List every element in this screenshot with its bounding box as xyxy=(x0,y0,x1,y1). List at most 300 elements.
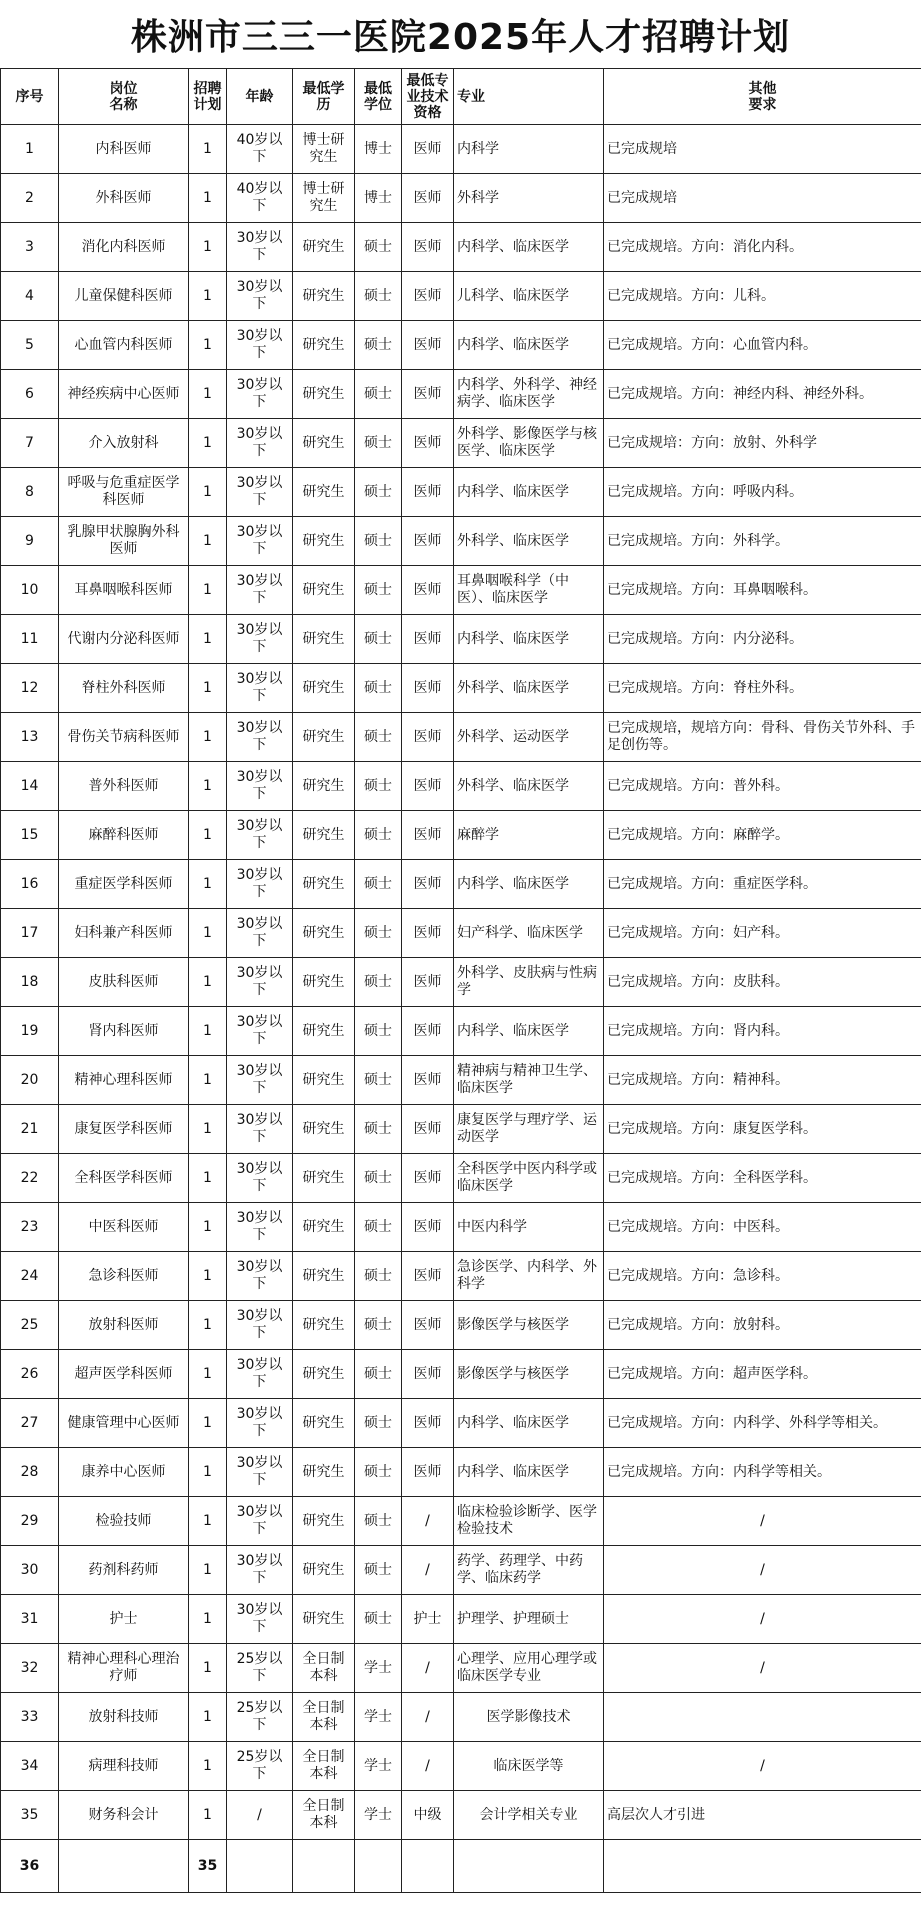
cell-seq: 18 xyxy=(1,958,59,1007)
cell-plan: 1 xyxy=(189,1791,227,1840)
cell-qual: 医师 xyxy=(402,125,454,174)
cell-seq: 29 xyxy=(1,1497,59,1546)
cell-qual: 中级 xyxy=(402,1791,454,1840)
cell-edu: 研究生 xyxy=(293,1350,355,1399)
cell-position: 病理科技师 xyxy=(59,1742,189,1791)
table-row xyxy=(1,419,921,468)
cell-plan: 1 xyxy=(189,1203,227,1252)
cell-other: / xyxy=(604,1644,921,1693)
cell-other: 已完成规培。方向：皮肤科。 xyxy=(604,958,921,1007)
cell-age: 30岁以下 xyxy=(227,811,293,860)
cell-seq: 14 xyxy=(1,762,59,811)
cell-position: 检验技师 xyxy=(59,1497,189,1546)
cell-seq: 3 xyxy=(1,223,59,272)
cell-age: 30岁以下 xyxy=(227,1301,293,1350)
cell-plan: 1 xyxy=(189,762,227,811)
cell-edu: 全日制本科 xyxy=(293,1742,355,1791)
cell-edu: 研究生 xyxy=(293,664,355,713)
table-row xyxy=(1,1546,921,1595)
cell-major: 护理学、护理硕士 xyxy=(454,1595,604,1644)
cell-degree: 硕士 xyxy=(355,1203,402,1252)
cell-qual: 护士 xyxy=(402,1595,454,1644)
cell-qual: 医师 xyxy=(402,1056,454,1105)
cell-degree: 硕士 xyxy=(355,762,402,811)
cell-position: 护士 xyxy=(59,1595,189,1644)
table-row xyxy=(1,1448,921,1497)
cell-age: 30岁以下 xyxy=(227,1007,293,1056)
cell-qual: / xyxy=(402,1497,454,1546)
cell-qual: 医师 xyxy=(402,419,454,468)
table-row xyxy=(1,370,921,419)
cell-seq: 34 xyxy=(1,1742,59,1791)
cell-major: 医学影像技术 xyxy=(454,1693,604,1742)
cell-position xyxy=(59,1840,189,1893)
cell-position: 普外科医师 xyxy=(59,762,189,811)
cell-plan: 1 xyxy=(189,1301,227,1350)
cell-degree: 硕士 xyxy=(355,1497,402,1546)
cell-degree: 硕士 xyxy=(355,468,402,517)
cell-major: 急诊医学、内科学、外科学 xyxy=(454,1252,604,1301)
cell-age: / xyxy=(227,1791,293,1840)
cell-major: 外科学、临床医学 xyxy=(454,664,604,713)
cell-qual xyxy=(402,1840,454,1893)
cell-major: 内科学、临床医学 xyxy=(454,860,604,909)
cell-age: 30岁以下 xyxy=(227,370,293,419)
cell-edu: 研究生 xyxy=(293,909,355,958)
cell-qual: 医师 xyxy=(402,223,454,272)
cell-degree: 硕士 xyxy=(355,1448,402,1497)
cell-major: 药学、药理学、中药学、临床药学 xyxy=(454,1546,604,1595)
cell-age: 30岁以下 xyxy=(227,1203,293,1252)
cell-other: 已完成规培。方向：麻醉学。 xyxy=(604,811,921,860)
cell-position: 康养中心医师 xyxy=(59,1448,189,1497)
cell-age: 30岁以下 xyxy=(227,860,293,909)
cell-plan: 1 xyxy=(189,909,227,958)
cell-degree: 硕士 xyxy=(355,419,402,468)
cell-position: 骨伤关节病科医师 xyxy=(59,713,189,762)
table-row xyxy=(1,174,921,223)
cell-degree: 硕士 xyxy=(355,370,402,419)
cell-position: 急诊科医师 xyxy=(59,1252,189,1301)
header-major: 专业 xyxy=(454,69,604,125)
cell-edu: 研究生 xyxy=(293,713,355,762)
cell-other xyxy=(604,1840,921,1893)
cell-seq: 28 xyxy=(1,1448,59,1497)
cell-age: 30岁以下 xyxy=(227,664,293,713)
cell-degree: 硕士 xyxy=(355,909,402,958)
table-row xyxy=(1,566,921,615)
cell-seq: 19 xyxy=(1,1007,59,1056)
cell-plan: 1 xyxy=(189,566,227,615)
cell-qual: 医师 xyxy=(402,664,454,713)
cell-other: 已完成规培。方向：全科医学科。 xyxy=(604,1154,921,1203)
cell-seq: 8 xyxy=(1,468,59,517)
table-row xyxy=(1,272,921,321)
cell-degree: 硕士 xyxy=(355,860,402,909)
cell-degree: 博士 xyxy=(355,174,402,223)
cell-qual: 医师 xyxy=(402,1399,454,1448)
cell-age xyxy=(227,1840,293,1893)
cell-major: 外科学、临床医学 xyxy=(454,762,604,811)
cell-major: 外科学 xyxy=(454,174,604,223)
cell-age: 30岁以下 xyxy=(227,1399,293,1448)
header-degree: 最低学位 xyxy=(355,69,402,125)
cell-major: 会计学相关专业 xyxy=(454,1791,604,1840)
cell-degree: 硕士 xyxy=(355,517,402,566)
cell-degree: 硕士 xyxy=(355,1007,402,1056)
cell-qual: / xyxy=(402,1546,454,1595)
cell-other: 已完成规培。方向：重症医学科。 xyxy=(604,860,921,909)
cell-position: 超声医学科医师 xyxy=(59,1350,189,1399)
cell-position: 健康管理中心医师 xyxy=(59,1399,189,1448)
table-row xyxy=(1,517,921,566)
cell-edu: 研究生 xyxy=(293,321,355,370)
cell-major: 内科学、临床医学 xyxy=(454,468,604,517)
cell-qual: 医师 xyxy=(402,1105,454,1154)
cell-major: 临床医学等 xyxy=(454,1742,604,1791)
cell-degree: 学士 xyxy=(355,1742,402,1791)
cell-plan: 1 xyxy=(189,1154,227,1203)
table-row xyxy=(1,1742,921,1791)
cell-qual: 医师 xyxy=(402,1154,454,1203)
cell-seq: 1 xyxy=(1,125,59,174)
cell-seq: 32 xyxy=(1,1644,59,1693)
cell-major: 影像医学与核医学 xyxy=(454,1350,604,1399)
cell-position: 耳鼻咽喉科医师 xyxy=(59,566,189,615)
cell-seq: 27 xyxy=(1,1399,59,1448)
table-row xyxy=(1,1301,921,1350)
cell-major xyxy=(454,1840,604,1893)
cell-plan: 1 xyxy=(189,1497,227,1546)
cell-age: 30岁以下 xyxy=(227,419,293,468)
cell-age: 30岁以下 xyxy=(227,468,293,517)
cell-major: 内科学、临床医学 xyxy=(454,321,604,370)
cell-qual: 医师 xyxy=(402,321,454,370)
cell-plan: 1 xyxy=(189,1742,227,1791)
cell-age: 30岁以下 xyxy=(227,1154,293,1203)
cell-qual: 医师 xyxy=(402,468,454,517)
cell-age: 30岁以下 xyxy=(227,223,293,272)
cell-position: 放射科技师 xyxy=(59,1693,189,1742)
cell-major: 耳鼻咽喉科学（中医）、临床医学 xyxy=(454,566,604,615)
cell-other: 已完成规培。方向：脊柱外科。 xyxy=(604,664,921,713)
cell-other: 已完成规培。方向：内分泌科。 xyxy=(604,615,921,664)
cell-edu: 研究生 xyxy=(293,370,355,419)
cell-other: 已完成规培。方向：普外科。 xyxy=(604,762,921,811)
table-row xyxy=(1,909,921,958)
cell-position: 消化内科医师 xyxy=(59,223,189,272)
cell-seq: 21 xyxy=(1,1105,59,1154)
cell-major: 外科学、影像医学与核医学、临床医学 xyxy=(454,419,604,468)
table-row xyxy=(1,811,921,860)
cell-plan: 1 xyxy=(189,1350,227,1399)
cell-age: 30岁以下 xyxy=(227,517,293,566)
cell-position: 神经疾病中心医师 xyxy=(59,370,189,419)
cell-age: 30岁以下 xyxy=(227,1056,293,1105)
cell-age: 30岁以下 xyxy=(227,909,293,958)
cell-other: 已完成规培。方向：心血管内科。 xyxy=(604,321,921,370)
table-row xyxy=(1,1154,921,1203)
cell-seq: 6 xyxy=(1,370,59,419)
cell-other: 已完成规培。方向：儿科。 xyxy=(604,272,921,321)
cell-edu xyxy=(293,1840,355,1893)
cell-major: 康复医学与理疗学、运动医学 xyxy=(454,1105,604,1154)
cell-position: 儿童保健科医师 xyxy=(59,272,189,321)
cell-edu: 研究生 xyxy=(293,272,355,321)
cell-plan: 1 xyxy=(189,664,227,713)
cell-seq: 36 xyxy=(1,1840,59,1893)
cell-plan: 1 xyxy=(189,1644,227,1693)
cell-plan: 1 xyxy=(189,1448,227,1497)
table-row xyxy=(1,1791,921,1840)
cell-qual: / xyxy=(402,1742,454,1791)
cell-plan: 1 xyxy=(189,1252,227,1301)
cell-position: 代谢内分泌科医师 xyxy=(59,615,189,664)
cell-other: 已完成规培。方向：放射科。 xyxy=(604,1301,921,1350)
cell-major: 妇产科学、临床医学 xyxy=(454,909,604,958)
cell-other: 已完成规培。方向：消化内科。 xyxy=(604,223,921,272)
table-row xyxy=(1,223,921,272)
header-other xyxy=(604,69,921,125)
cell-other: 已完成规培。方向：内科学等相关。 xyxy=(604,1448,921,1497)
cell-major: 全科医学中医内科学或临床医学 xyxy=(454,1154,604,1203)
table-row xyxy=(1,468,921,517)
cell-degree: 硕士 xyxy=(355,321,402,370)
cell-other: 已完成规培。方向：精神科。 xyxy=(604,1056,921,1105)
cell-position: 药剂科药师 xyxy=(59,1546,189,1595)
table-row xyxy=(1,1007,921,1056)
cell-plan: 1 xyxy=(189,1546,227,1595)
cell-age: 25岁以下 xyxy=(227,1693,293,1742)
cell-qual: 医师 xyxy=(402,370,454,419)
cell-age: 40岁以下 xyxy=(227,125,293,174)
cell-qual: 医师 xyxy=(402,1203,454,1252)
cell-other: 已完成规培：方向：放射、外科学 xyxy=(604,419,921,468)
cell-seq: 5 xyxy=(1,321,59,370)
table-row xyxy=(1,1644,921,1693)
cell-major: 内科学、临床医学 xyxy=(454,1007,604,1056)
table-row xyxy=(1,1252,921,1301)
cell-age: 30岁以下 xyxy=(227,321,293,370)
cell-seq: 20 xyxy=(1,1056,59,1105)
cell-edu: 研究生 xyxy=(293,1154,355,1203)
cell-seq: 30 xyxy=(1,1546,59,1595)
cell-edu: 研究生 xyxy=(293,958,355,1007)
cell-seq: 24 xyxy=(1,1252,59,1301)
cell-edu: 研究生 xyxy=(293,1105,355,1154)
cell-major: 内科学 xyxy=(454,125,604,174)
cell-age: 30岁以下 xyxy=(227,1350,293,1399)
cell-other: 高层次人才引进 xyxy=(604,1791,921,1840)
cell-degree: 硕士 xyxy=(355,566,402,615)
cell-seq: 13 xyxy=(1,713,59,762)
table-row xyxy=(1,1399,921,1448)
cell-other: 已完成规培 xyxy=(604,174,921,223)
cell-edu: 研究生 xyxy=(293,1203,355,1252)
table-row xyxy=(1,1595,921,1644)
table-row xyxy=(1,1497,921,1546)
cell-plan: 1 xyxy=(189,174,227,223)
cell-edu: 研究生 xyxy=(293,1497,355,1546)
cell-plan: 1 xyxy=(189,1056,227,1105)
cell-position: 重症医学科医师 xyxy=(59,860,189,909)
cell-degree: 硕士 xyxy=(355,615,402,664)
header-other-label: 其他 要求 xyxy=(748,80,777,113)
cell-age: 30岁以下 xyxy=(227,1252,293,1301)
cell-position: 全科医学科医师 xyxy=(59,1154,189,1203)
cell-position: 肾内科医师 xyxy=(59,1007,189,1056)
cell-degree: 硕士 xyxy=(355,1546,402,1595)
cell-degree: 硕士 xyxy=(355,1056,402,1105)
cell-degree xyxy=(355,1840,402,1893)
cell-seq: 10 xyxy=(1,566,59,615)
cell-edu: 研究生 xyxy=(293,1301,355,1350)
cell-major: 临床检验诊断学、医学检验技术 xyxy=(454,1497,604,1546)
cell-degree: 学士 xyxy=(355,1791,402,1840)
cell-seq: 15 xyxy=(1,811,59,860)
cell-edu: 博士研究生 xyxy=(293,125,355,174)
cell-edu: 全日制本科 xyxy=(293,1644,355,1693)
cell-seq: 16 xyxy=(1,860,59,909)
cell-edu: 研究生 xyxy=(293,1399,355,1448)
page-title: 株洲市三三一医院2025年人才招聘计划 xyxy=(130,16,791,58)
cell-degree: 硕士 xyxy=(355,958,402,1007)
cell-degree: 硕士 xyxy=(355,1595,402,1644)
cell-plan: 1 xyxy=(189,811,227,860)
cell-seq: 23 xyxy=(1,1203,59,1252)
cell-plan: 1 xyxy=(189,517,227,566)
cell-major: 内科学、外科学、神经病学、临床医学 xyxy=(454,370,604,419)
cell-seq: 35 xyxy=(1,1791,59,1840)
cell-other: 已完成规培。方向：肾内科。 xyxy=(604,1007,921,1056)
cell-qual: 医师 xyxy=(402,272,454,321)
cell-degree: 硕士 xyxy=(355,1252,402,1301)
cell-seq: 11 xyxy=(1,615,59,664)
cell-major: 儿科学、临床医学 xyxy=(454,272,604,321)
cell-plan: 1 xyxy=(189,370,227,419)
table-row xyxy=(1,762,921,811)
cell-age: 30岁以下 xyxy=(227,566,293,615)
cell-age: 30岁以下 xyxy=(227,1546,293,1595)
cell-major: 心理学、应用心理学或临床医学专业 xyxy=(454,1644,604,1693)
header-row xyxy=(1,69,921,125)
cell-edu: 研究生 xyxy=(293,811,355,860)
cell-major: 内科学、临床医学 xyxy=(454,1399,604,1448)
cell-edu: 研究生 xyxy=(293,1595,355,1644)
cell-other: / xyxy=(604,1497,921,1546)
cell-major: 影像医学与核医学 xyxy=(454,1301,604,1350)
cell-qual: 医师 xyxy=(402,860,454,909)
cell-position: 脊柱外科医师 xyxy=(59,664,189,713)
table-row xyxy=(1,1350,921,1399)
cell-major: 外科学、运动医学 xyxy=(454,713,604,762)
cell-qual: 医师 xyxy=(402,517,454,566)
cell-seq: 22 xyxy=(1,1154,59,1203)
cell-seq: 9 xyxy=(1,517,59,566)
cell-age: 40岁以下 xyxy=(227,174,293,223)
cell-qual: 医师 xyxy=(402,811,454,860)
cell-other: 已完成规培。方向：超声医学科。 xyxy=(604,1350,921,1399)
cell-qual: 医师 xyxy=(402,174,454,223)
cell-degree: 硕士 xyxy=(355,223,402,272)
cell-qual: 医师 xyxy=(402,909,454,958)
cell-major: 麻醉学 xyxy=(454,811,604,860)
cell-position: 心血管内科医师 xyxy=(59,321,189,370)
header-edu: 最低学历 xyxy=(293,69,355,125)
cell-qual: 医师 xyxy=(402,1350,454,1399)
cell-seq: 4 xyxy=(1,272,59,321)
cell-qual: 医师 xyxy=(402,1252,454,1301)
cell-edu: 研究生 xyxy=(293,1448,355,1497)
table-row xyxy=(1,1203,921,1252)
cell-position: 呼吸与危重症医学科医师 xyxy=(59,468,189,517)
table-row xyxy=(1,125,921,174)
header-position xyxy=(59,69,189,125)
cell-major: 精神病与精神卫生学、临床医学 xyxy=(454,1056,604,1105)
cell-major: 内科学、临床医学 xyxy=(454,1448,604,1497)
cell-other: 已完成规培。方向：康复医学科。 xyxy=(604,1105,921,1154)
cell-edu: 研究生 xyxy=(293,762,355,811)
cell-position: 麻醉科医师 xyxy=(59,811,189,860)
cell-other: 已完成规培。方向：耳鼻咽喉科。 xyxy=(604,566,921,615)
cell-position: 介入放射科 xyxy=(59,419,189,468)
cell-position: 妇科兼产科医师 xyxy=(59,909,189,958)
cell-other: 已完成规培 xyxy=(604,125,921,174)
table-row xyxy=(1,860,921,909)
cell-plan: 1 xyxy=(189,1595,227,1644)
table-row xyxy=(1,664,921,713)
table-row xyxy=(1,321,921,370)
cell-degree: 硕士 xyxy=(355,811,402,860)
cell-other: / xyxy=(604,1546,921,1595)
cell-qual: 医师 xyxy=(402,762,454,811)
table-row xyxy=(1,958,921,1007)
cell-seq: 33 xyxy=(1,1693,59,1742)
cell-plan: 1 xyxy=(189,1399,227,1448)
table-row xyxy=(1,1056,921,1105)
cell-plan: 1 xyxy=(189,272,227,321)
cell-qual: 医师 xyxy=(402,615,454,664)
cell-degree: 学士 xyxy=(355,1644,402,1693)
cell-other: 已完成规培。方向：妇产科。 xyxy=(604,909,921,958)
cell-age: 30岁以下 xyxy=(227,1105,293,1154)
cell-other: / xyxy=(604,1595,921,1644)
cell-degree: 硕士 xyxy=(355,1301,402,1350)
cell-degree: 硕士 xyxy=(355,1350,402,1399)
table-row xyxy=(1,1693,921,1742)
cell-seq: 12 xyxy=(1,664,59,713)
cell-edu: 全日制本科 xyxy=(293,1693,355,1742)
cell-degree: 博士 xyxy=(355,125,402,174)
cell-other: / xyxy=(604,1742,921,1791)
cell-position: 精神心理科心理治疗师 xyxy=(59,1644,189,1693)
cell-plan: 1 xyxy=(189,223,227,272)
cell-degree: 硕士 xyxy=(355,713,402,762)
cell-seq: 17 xyxy=(1,909,59,958)
cell-age: 25岁以下 xyxy=(227,1644,293,1693)
recruitment-table xyxy=(0,68,921,1893)
header-position-label: 岗位 名称 xyxy=(109,80,138,113)
cell-other: 已完成规培。方向：内科学、外科学等相关。 xyxy=(604,1399,921,1448)
cell-plan: 1 xyxy=(189,615,227,664)
cell-edu: 研究生 xyxy=(293,1546,355,1595)
cell-plan: 1 xyxy=(189,860,227,909)
cell-age: 30岁以下 xyxy=(227,1448,293,1497)
cell-position: 精神心理科医师 xyxy=(59,1056,189,1105)
cell-seq: 2 xyxy=(1,174,59,223)
cell-other: 已完成规培。方向：呼吸内科。 xyxy=(604,468,921,517)
cell-degree: 硕士 xyxy=(355,1154,402,1203)
